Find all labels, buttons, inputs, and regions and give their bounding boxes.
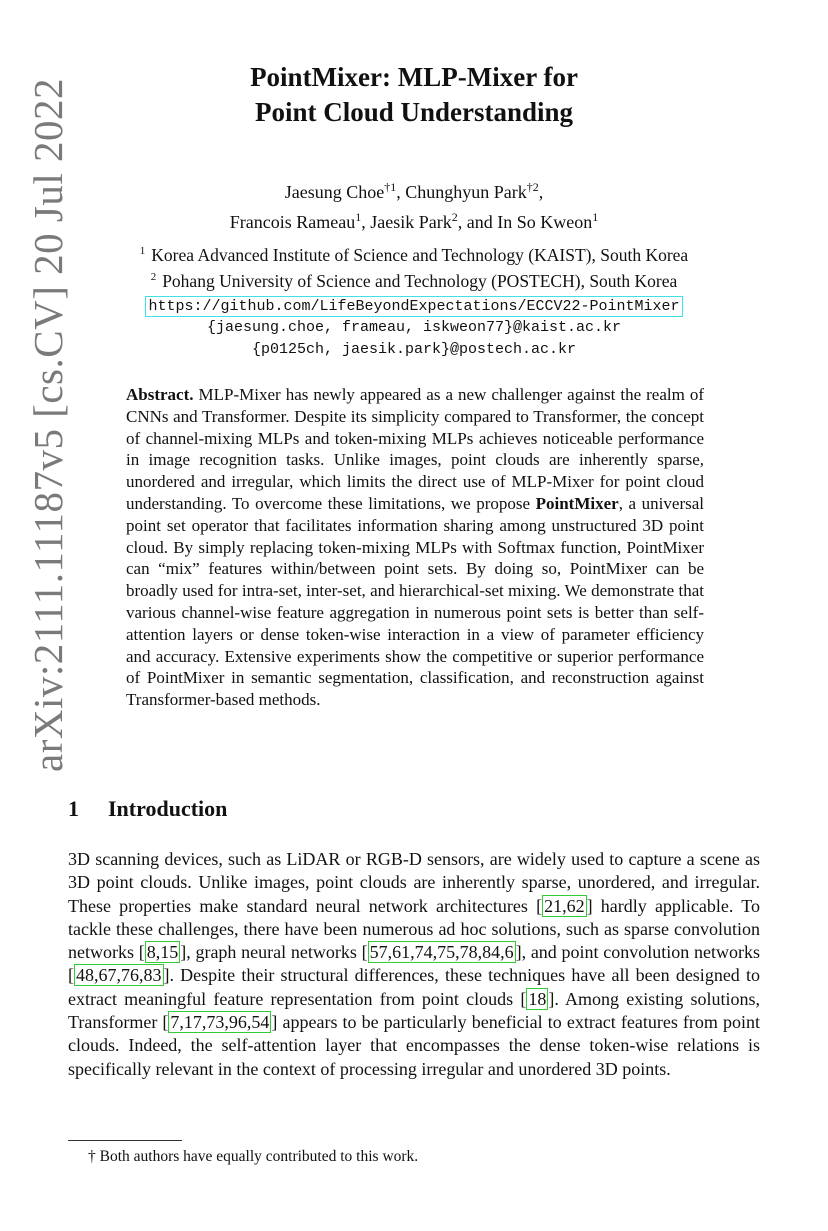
author-separator: , (361, 212, 371, 232)
arxiv-identifier: arXiv:2111.11187v5 [cs.CV] 20 Jul 2022 (25, 78, 71, 772)
author-affil-mark: 1 (355, 210, 362, 224)
intro-text: , graph neural networks (186, 942, 362, 963)
code-url-row (0, 293, 828, 317)
footnote: † Both authors have equally contributed to this work. (88, 1148, 419, 1165)
affiliation-number: 1 (139, 245, 146, 257)
intro-text: 3D scanning devices, such as LiDAR or RGB-D sensors, are widely used to capture a scene as 3D point clouds. Unlike images, point clouds are inherently sparse, unordered, and irregular. These properties make standard neural network architectures (68, 849, 760, 916)
affiliation-2 (0, 266, 828, 292)
author-name: Jaesik Park (370, 212, 452, 232)
intro-text: hardly applicable. To tackle these challenges, there have been numerous ad hoc solutions, such as sparse convolution networks (68, 895, 760, 963)
author-affil-mark: 1 (592, 210, 599, 224)
author-name: Chunghyun Park (405, 182, 527, 202)
intro-text: , and point convolution networks (521, 942, 760, 963)
author-affil-mark: †1 (384, 180, 397, 194)
abstract-text-2: , a universal point set operator that facilitates information sharing among unstructured 3D point cloud. By simply replacing token-mixing MLPs with Softmax function, PointMixer can “mix” features within/between point sets. By doing so, PointMixer can be broadly used for intra-set, inter-set, and hierarchical-set mixing. We demonstrate that various channel-wise feature aggregation in numerous point sets is better than self-attention layers or dense token-wise interaction in a view of parameter efficiency and accuracy. Extensive experiments show the competitive or superior performance of PointMixer in semantic segmentation, classification, and reconstruction against Transformer-based methods. (126, 493, 704, 710)
citation-link[interactable]: 21,62 (544, 895, 585, 916)
title-line-1: PointMixer: MLP-Mixer for (250, 62, 578, 92)
author-name: Jaesung Choe (284, 182, 385, 202)
section-title: Introduction (108, 796, 228, 821)
section-number: 1 (68, 796, 79, 821)
affiliation-1 (0, 240, 828, 266)
footnote-divider (68, 1140, 182, 1141)
affiliation-name: Korea Advanced Institute of Science and Technology (KAIST), South Korea (151, 244, 689, 265)
introduction-paragraph: 3D scanning devices, such as LiDAR or RGB-D sensors, are widely used to capture a scene as 3D point clouds. Unlike images, point clouds are inherently sparse, unordered, and irregular. These properties make standard neural network architectures [ 21,62 ] hardly applicable. To tackle these challenges, there have been numerous ad hoc solutions, such as sparse convolution networks [ 8,15 ], graph neural networks [ 57,61,74,75,78,84,6 ], and point convolution networks [ 48,67,76,83 ]. Despite their structural differences, these techniques have all been designed to extract meaningful feature representation from point clouds [ 18 ]. Among existing solutions, Transformer [ 7,17,73,96,54 ] appears to be particularly beneficial to extract features from point clouds. Indeed, the self-attention layer that encompasses the dense token-wise relations is specifically relevant in the context of processing irregular and unordered 3D points. (68, 849, 760, 1079)
citation-link[interactable]: 7,17,73,96,54 (170, 1012, 270, 1033)
intro-text: . Among existing solutions, Transformer (68, 988, 760, 1033)
title-line-2: Point Cloud Understanding (254, 97, 574, 127)
author-line-2 (0, 205, 828, 235)
affiliation-name: Pohang University of Science and Technology (POSTECH), South Korea (162, 271, 678, 292)
citation-link[interactable]: 18 (528, 988, 547, 1009)
author-separator: , and (457, 212, 498, 232)
email-kaist: {jaesung.choe, frameau, iskweon77}@kaist.ac.kr (206, 318, 622, 336)
intro-text: appears to be particularly beneficial to extract features from point clouds. Indeed, the self-attention layer that encompasses the dense token-wise relations is specifically relevant in the context of processing irregular and unordered 3D points. (68, 1012, 760, 1079)
author-list (0, 175, 828, 235)
email-postech: {p0125ch, jaesik.park}@postech.ac.kr (251, 341, 577, 359)
section-heading (68, 796, 227, 822)
citation-link[interactable]: 8,15 (146, 942, 179, 963)
author-name: Francois Rameau (229, 212, 356, 232)
abstract-label: Abstract. (126, 385, 194, 404)
abstract-text-1: MLP-Mixer has newly appeared as a new challenger against the realm of CNNs and Transformer. Despite its simplicity compared to Transformer, the concept of channel-mixing MLPs and token-mixing MLPs achieves noticeable performance in image recognition tasks. Unlike images, point clouds are inherently sparse, unordered and irregular, which limits the direct use of MLP-Mixer for point cloud understanding. To overcome these limitations, we propose (126, 385, 704, 513)
author-affil-mark: †2 (526, 180, 539, 194)
citation-link[interactable]: 57,61,74,75,78,84,6 (369, 942, 514, 963)
author-affil-mark: 2 (451, 210, 458, 224)
affiliation-number: 2 (150, 271, 157, 284)
citation-link[interactable]: 48,67,76,83 (76, 965, 162, 986)
author-name: In So Kweon (497, 212, 593, 232)
abstract-method-name: PointMixer (535, 493, 619, 513)
affiliations (0, 240, 828, 362)
intro-text: . Despite their structural differences, these techniques have all been designed to extract meaningful feature representation from point clouds (68, 965, 760, 1009)
author-line-1: Jaesung Choe$^{\dagger 1}$, Chunghyun Park$^{\dagger 2}$, (284, 180, 544, 202)
author-separator: , (396, 182, 406, 202)
paper-title (0, 60, 828, 130)
code-url-link[interactable]: https://github.com/LifeBeyondExpectations/ECCV22-PointMixer (145, 296, 682, 317)
abstract (126, 384, 704, 711)
